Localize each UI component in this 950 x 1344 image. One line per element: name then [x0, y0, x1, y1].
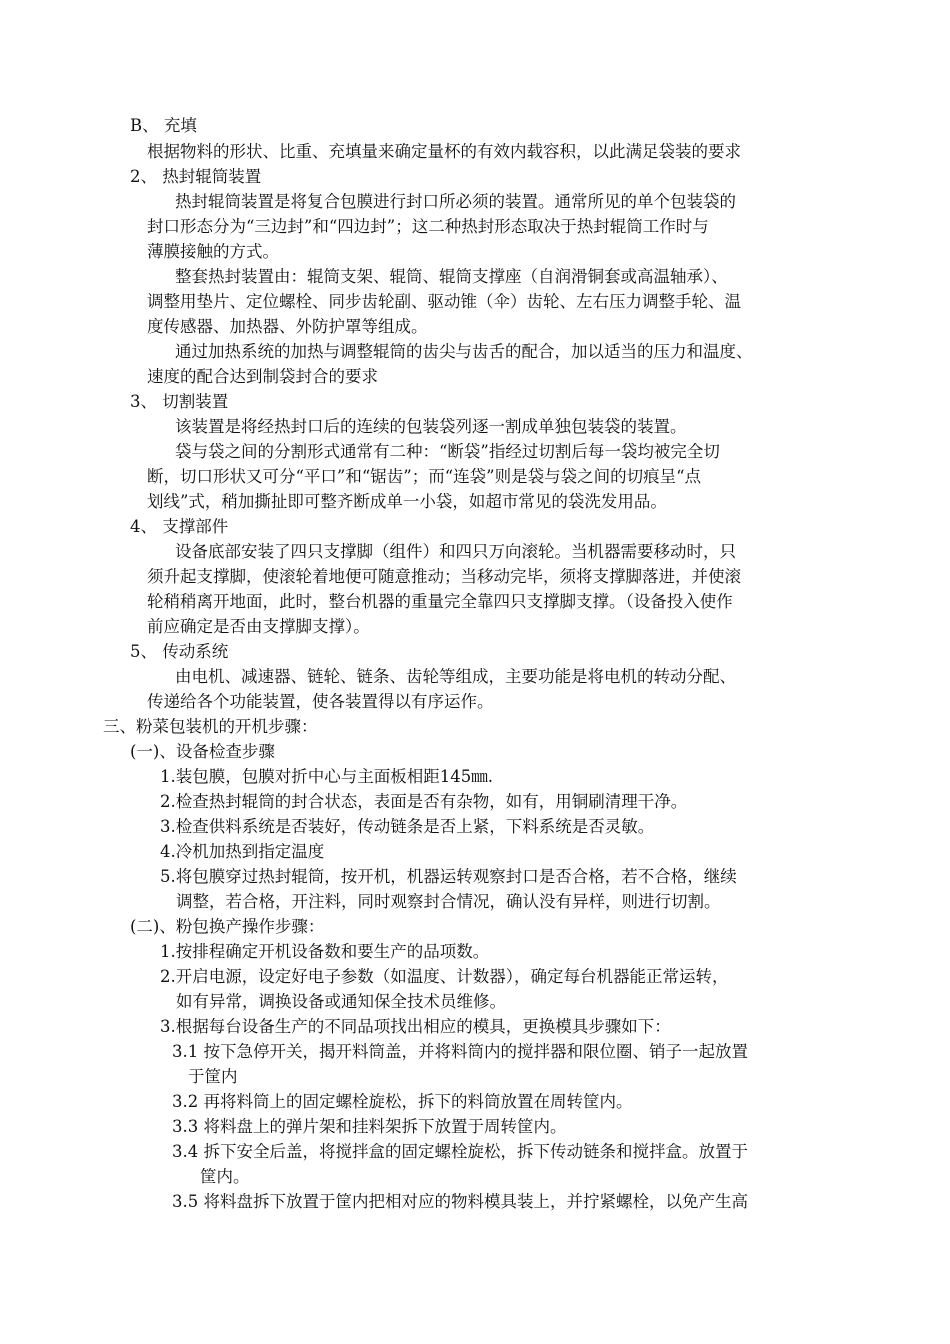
text-line: 轮稍稍离开地面，此时，整台机器的重量完全靠四只支撑脚支撑。（设备投入使作 — [147, 592, 733, 611]
text-line: 根据物料的形状、比重、充填量来确定量杯的有效内载容积，以此满足袋装的要求 — [147, 142, 741, 161]
text-line: 划线”式，稍加撕扯即可整齐断成单一小袋，如超市常见的袋洗发用品。 — [147, 492, 667, 511]
text-line: 4.冷机加热到指定温度 — [160, 842, 325, 861]
text-line: 前应确定是否由支撑脚支撑）。 — [147, 617, 370, 636]
text-line: 3.检查供料系统是否装好，传动链条是否上紧，下料系统是否灵敏。 — [160, 817, 655, 836]
text-line: 度传感器、加热器、外防护罩等组成。 — [147, 317, 428, 336]
text-line: 2.开启电源，设定好电子参数（如温度、计数器），确定每台机器能正常运转， — [160, 967, 729, 986]
text-line: 须升起支撑脚，使滚轮着地便可随意推动；当移动完毕，须将支撑脚落进，并使滚 — [147, 567, 741, 586]
text-line: 2.检查热封辊筒的封合状态，表面是否有杂物，如有，用铜刷清理干净。 — [160, 792, 688, 811]
text-line: 通过加热系统的加热与调整辊筒的齿尖与齿舌的配合，加以适当的压力和温度、 — [175, 342, 753, 361]
text-line: 调整用垫片、定位螺栓、同步齿轮副、驱动锥（伞）齿轮、左右压力调整手轮、温 — [147, 292, 741, 311]
text-line: 1.装包膜，包膜对折中心与主面板相距145㎜. — [160, 767, 493, 786]
text-line: 2、 热封辊筒装置 — [130, 167, 262, 186]
text-line: 1.按排程确定开机设备数和要生产的品项数。 — [160, 942, 490, 961]
text-line: 筐内。 — [200, 1167, 250, 1186]
text-line: 薄膜接触的方式。 — [147, 242, 279, 261]
text-line: B、 充填 — [130, 116, 197, 135]
text-line: 3.1 按下急停开关，揭开料筒盖，并将料筒内的搅拌器和限位圈、销子一起放置 — [172, 1042, 748, 1061]
text-line: 断，切口形状又可分“平口”和“锯齿”；而“连袋”则是袋与袋之间的切痕呈“点 — [147, 467, 702, 486]
text-line: 调整，若合格，开注料，同时观察封合情况，确认没有异样，则进行切割。 — [176, 892, 721, 911]
text-line: 设备底部安装了四只支撑脚（组件）和四只万向滚轮。当机器需要移动时，只 — [175, 542, 736, 561]
text-line: 如有异常，调换设备或通知保全技术员维修。 — [176, 992, 506, 1011]
text-line: 3.5 将料盘拆下放置于筐内把相对应的物料模具装上，并拧紧螺栓，以免产生高 — [172, 1192, 748, 1211]
text-line: 封口形态分为“三边封”和“四边封”；这二种热封形态取决于热封辊筒工作时与 — [147, 217, 709, 236]
text-line: 传递给各个功能装置，使各装置得以有序运作。 — [147, 692, 494, 711]
text-line: 袋与袋之间的分割形式通常有二种：“断袋”指经过切割后每一袋均被完全切 — [175, 442, 720, 461]
text-line: 5.将包膜穿过热封辊筒，按开机，机器运转观察封口是否合格，若不合格，继续 — [160, 867, 737, 886]
text-line: 3、 切割装置 — [130, 392, 229, 411]
text-line: 三、粉菜包装机的开机步骤： — [103, 717, 318, 736]
text-line: 3.3 将料盘上的弹片架和挂料架拆下放置于周转筐内。 — [172, 1117, 567, 1136]
text-line: 于筐内 — [188, 1067, 238, 1086]
text-line: 4、 支撑部件 — [130, 517, 229, 536]
text-line: 整套热封装置由：辊筒支架、辊筒、辊筒支撑座（自润滑铜套或高温轴承）、 — [175, 267, 728, 286]
text-line: 3.2 再将料筒上的固定螺栓旋松，拆下的料筒放置在周转筐内。 — [172, 1092, 633, 1111]
text-line: (二)、粉包换产操作步骤： — [130, 917, 325, 936]
text-line: 3.4 拆下安全后盖，将搅拌盒的固定螺栓旋松，拆下传动链条和搅拌盒。放置于 — [172, 1142, 748, 1161]
text-line: 热封辊筒装置是将复合包膜进行封口所必须的装置。通常所见的单个包装袋的 — [175, 192, 736, 211]
text-line: 5、 传动系统 — [130, 642, 229, 661]
text-line: 速度的配合达到制袋封合的要求 — [147, 367, 378, 386]
text-line: (一)、设备检查步骤 — [130, 742, 275, 761]
text-line: 3.根据每台设备生产的不同品项找出相应的模具，更换模具步骤如下： — [160, 1017, 671, 1036]
text-line: 该装置是将经热封口后的连续的包装袋列逐一割成单独包装袋的装置。 — [175, 417, 687, 436]
text-line: 由电机、减速器、链轮、链条、齿轮等组成，主要功能是将电机的转动分配、 — [175, 667, 736, 686]
